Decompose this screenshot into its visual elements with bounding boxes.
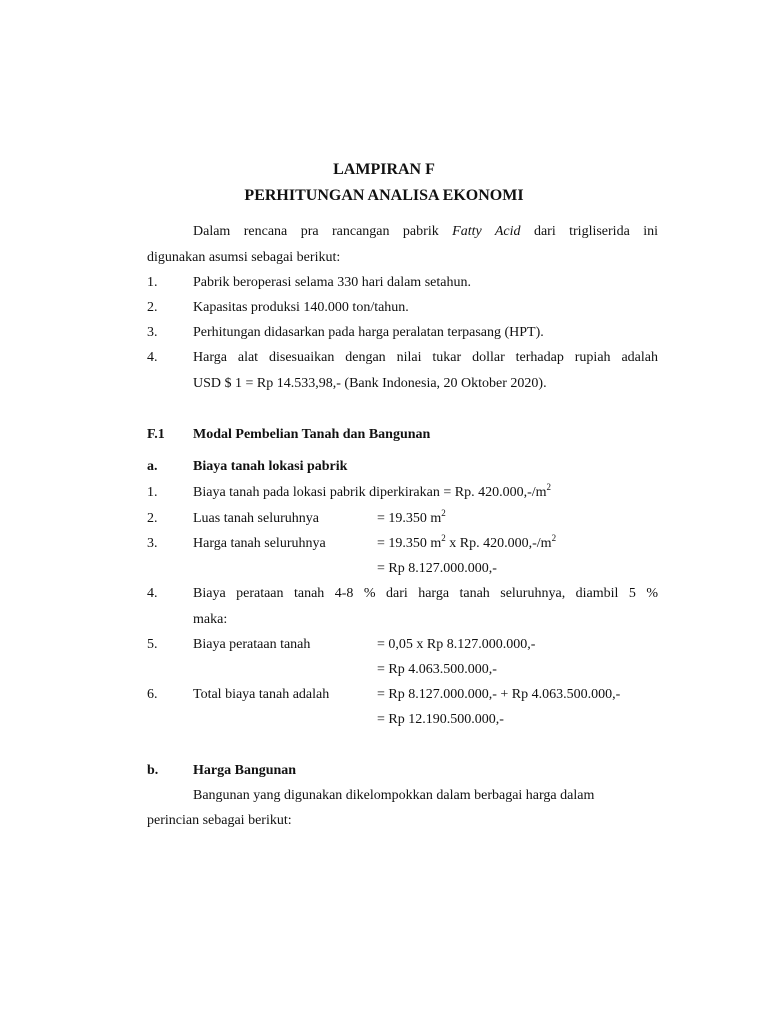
item-value-result: = Rp 8.127.000.000,- — [377, 561, 497, 576]
intro-text-a: Dalam rencana pra rancangan pabrik — [193, 224, 453, 239]
intro-paragraph-line1 — [193, 223, 658, 241]
item-number: 3. — [147, 536, 158, 551]
item-number: 4. — [147, 586, 158, 601]
item-text-main: Biaya tanah pada lokasi pabrik diperkirakan = Rp. 420.000,-/m — [193, 485, 547, 500]
item-label: Luas tanah seluruhnya — [193, 511, 319, 526]
superscript: 2 — [546, 482, 552, 492]
item-text: Biaya perataan tanah 4-8 % dari harga tanah seluruhnya, diambil 5 % — [193, 586, 658, 601]
assumption-text: Pabrik beroperasi selama 330 hari dalam setahun. — [193, 275, 471, 290]
item-number: 1. — [147, 485, 158, 500]
intro-paragraph-line2: digunakan asumsi sebagai berikut: — [147, 250, 341, 265]
assumption-number: 3. — [147, 325, 158, 340]
item-value-result: = Rp 4.063.500.000,- — [377, 662, 497, 677]
subsection-title: Harga Bangunan — [193, 763, 297, 778]
value-text: = 19.350 m — [377, 536, 442, 551]
assumption-text-continued: USD $ 1 = Rp 14.533,98,- (Bank Indonesia, 20 Oktober 2020). — [193, 376, 547, 391]
item-value: = 0,05 x Rp 8.127.000.000,- — [377, 637, 536, 652]
item-value-result: = Rp 12.190.500.000,- — [377, 712, 504, 727]
item-text — [193, 484, 551, 502]
assumption-text: Kapasitas produksi 140.000 ton/tahun. — [193, 300, 409, 315]
item-number: 5. — [147, 637, 158, 652]
item-value — [377, 510, 446, 528]
item-text-continued: maka: — [193, 612, 228, 627]
item-value: = Rp 8.127.000.000,- + Rp 4.063.500.000,- — [377, 687, 621, 702]
item-value — [377, 535, 556, 553]
item-label: Harga tanah seluruhnya — [193, 536, 326, 551]
item-label: Total biaya tanah adalah — [193, 687, 330, 702]
subsection-title: Biaya tanah lokasi pabrik — [193, 459, 348, 474]
value-text: = 19.350 m — [377, 511, 442, 526]
assumption-number: 2. — [147, 300, 158, 315]
assumption-number: 4. — [147, 350, 158, 365]
section-title: Modal Pembelian Tanah dan Bangunan — [193, 427, 431, 442]
paragraph-line: Bangunan yang digunakan dikelompokkan dalam berbagai harga dalam — [193, 788, 595, 803]
intro-text-b: dari trigliserida ini — [520, 224, 658, 239]
subsection-letter: b. — [147, 763, 159, 778]
superscript: 2 — [441, 508, 446, 518]
superscript: 2 — [551, 533, 557, 543]
assumption-number: 1. — [147, 275, 158, 290]
paragraph-line: perincian sebagai berikut: — [147, 813, 292, 828]
assumption-text: Perhitungan didasarkan pada harga peralatan terpasang (HPT). — [193, 325, 544, 340]
subsection-letter: a. — [147, 459, 158, 474]
section-number: F.1 — [147, 427, 165, 442]
item-number: 6. — [147, 687, 158, 702]
value-text: x Rp. 420.000,-/m — [445, 536, 552, 551]
intro-text-italic: Fatty Acid — [452, 224, 521, 239]
superscript: 2 — [441, 533, 446, 543]
item-label: Biaya perataan tanah — [193, 637, 311, 652]
assumption-text: Harga alat disesuaikan dengan nilai tukar dollar terhadap rupiah adalah — [193, 350, 658, 365]
appendix-subtitle: PERHITUNGAN ANALISA EKONOMI — [244, 187, 524, 204]
item-number: 2. — [147, 511, 158, 526]
appendix-title: LAMPIRAN F — [333, 161, 435, 178]
